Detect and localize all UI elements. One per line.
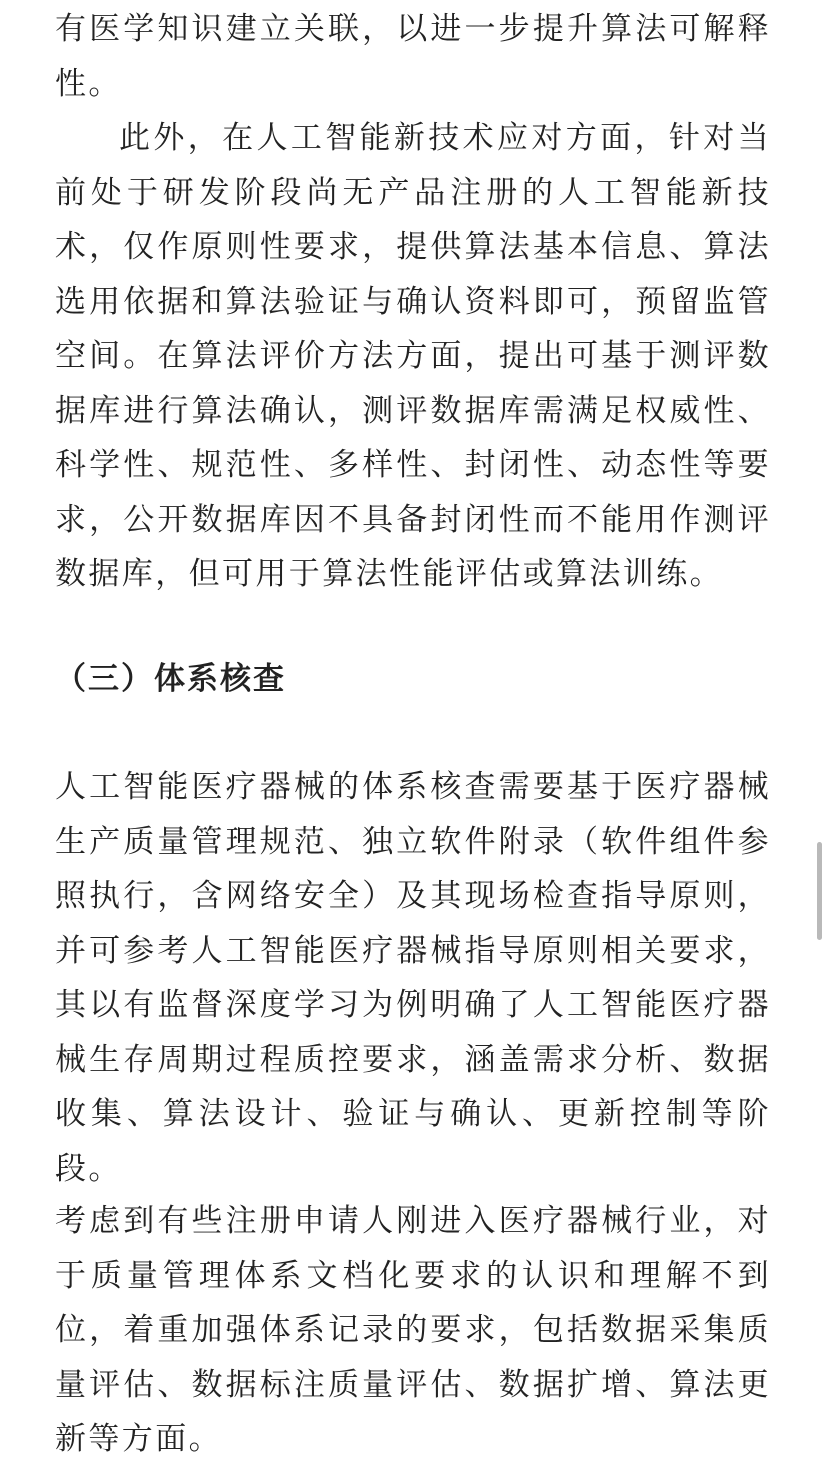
paragraph-system-inspection: 人工智能医疗器械的体系核查需要基于医疗器械生产质量管理规范、独立软件附录（软件组件参照执行，含网络安全）及其现场检查指导原则，并可参考人工智能医疗器械指导原则相关要求，其以有监督深度学习为例明确了人工智能医疗器械生存周期过程质控要求，涵盖需求分析、数据收集、算法设计、验证与确认、更新控制等阶段。 [55,769,771,1187]
scrollbar-thumb[interactable] [817,842,822,940]
paragraph-quality-documentation: 考虑到有些注册申请人刚进入医疗器械行业，对于质量管理体系文档化要求的认识和理解不到位，着重加强体系记录的要求，包括数据采集质量评估、数据标注质量评估、数据扩增、算法更新等方面。 [55,1203,771,1457]
paragraph-new-technology: 此外，在人工智能新技术应对方面，针对当前处于研发阶段尚无产品注册的人工智能新技术，仅作原则性要求，提供算法基本信息、算法选用依据和算法验证与确认资料即可，预留监管空间。在算法评价方法方面，提出可基于测评数据库进行算法确认，测评数据库需满足权威性、科学性、规范性、多样性、封闭性、动态性等要求，公开数据库因不具备封闭性而不能用作测评数据库，但可用于算法性能评估或算法训练。 [55,120,771,592]
section-heading-system-inspection: （三）体系核查 [55,661,286,697]
paragraph-interpretability: 有医学知识建立关联，以进一步提升算法可解释性。 [55,11,771,102]
